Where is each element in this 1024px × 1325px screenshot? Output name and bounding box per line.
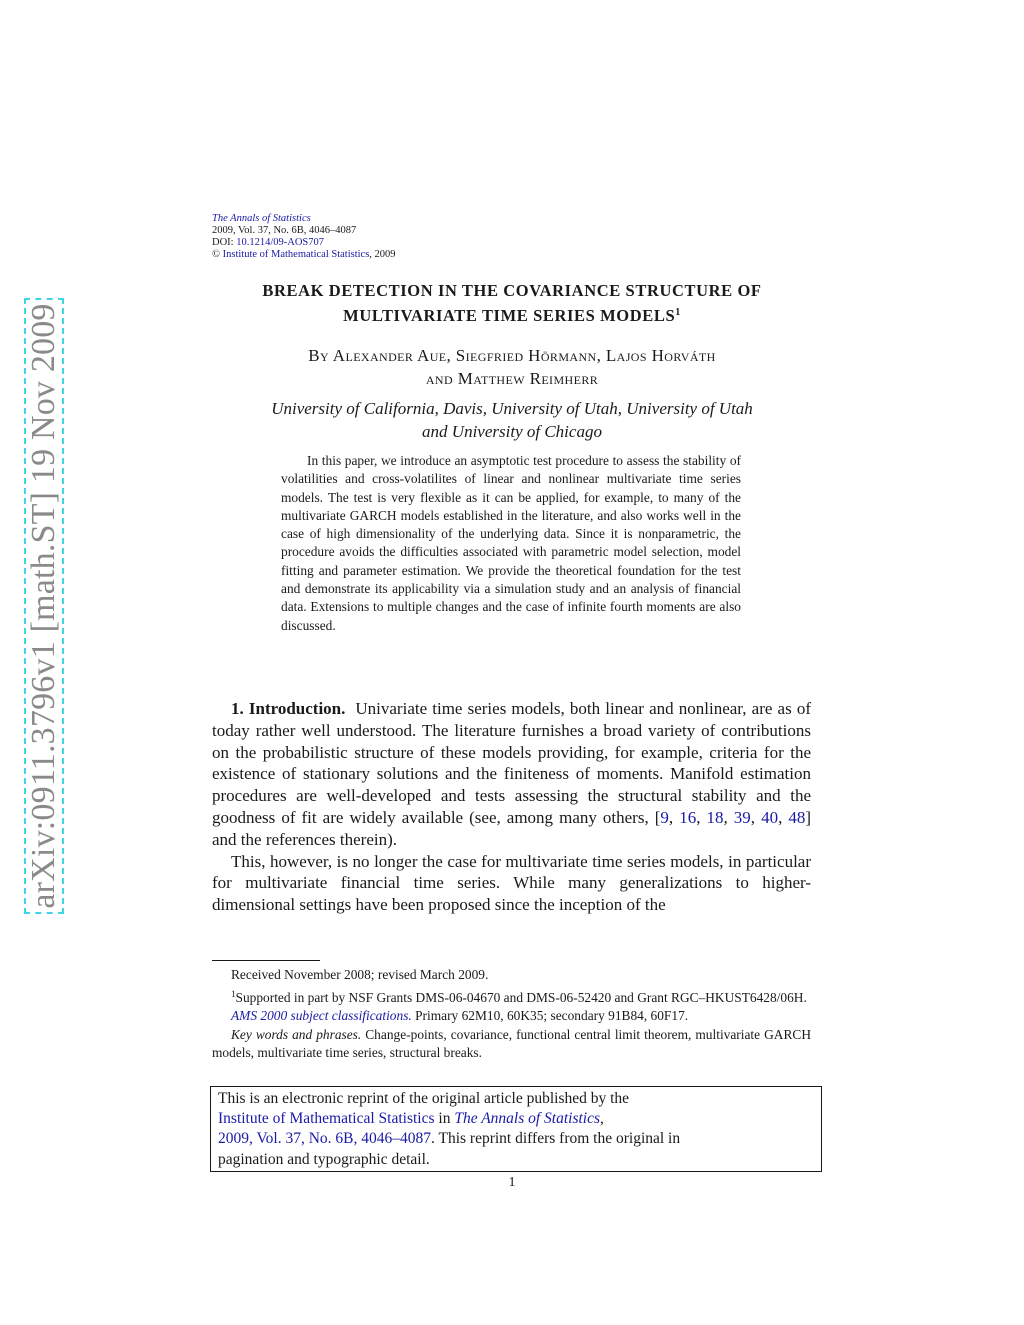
- citation-link[interactable]: 39: [733, 807, 751, 827]
- page-number: 1: [508, 1175, 516, 1190]
- support-text: Supported in part by NSF Grants DMS-06-04670 and DMS-06-52420 and Grant RGC–HKUST6428/06H.: [235, 989, 807, 1005]
- intro-paragraph-2: This, however, is no longer the case for multivariate time series models, in particular for multivariate financial time series. While many generalizations to higher-dimensional settings have been proposed since the inception of the: [212, 851, 811, 915]
- keywords-label: Key words and phrases.: [231, 1026, 362, 1042]
- keywords: [212, 1026, 811, 1063]
- ams-classification: [212, 1007, 811, 1026]
- doi-link[interactable]: 10.1214/09-AOS707: [236, 237, 325, 248]
- title-line-2-wrap: [212, 302, 812, 327]
- title-line-1: BREAK DETECTION IN THE COVARIANCE STRUCTURE OF: [262, 281, 762, 300]
- ams-classification-link[interactable]: AMS 2000 subject classifications.: [231, 1008, 412, 1023]
- paper-title: [212, 280, 812, 327]
- received-note: Received November 2008; revised March 2009.: [231, 967, 489, 982]
- reprint-line-3: [218, 1129, 814, 1149]
- abstract: In this paper, we introduce an asymptotic test procedure to assess the stability of volatilities and cross-volatilites of linear and nonlinear multivariate time series models. The test is very flexible as it can be applied, for example, to many of the multivariate GARCH models established in the literature, and also works well in the case of high dimensionality of the underlying data. Since it is nonparametric, the procedure avoids the difficulties associated with parametric model selection, model fitting and parameter estimation. We provide the theoretical foundation for the test and demonstrate its applicability via a simulation study and an analysis of financial data. Extensions to multiple changes and the case of infinite fourth moments are also discussed.: [281, 453, 741, 633]
- journal-name-link[interactable]: The Annals of Statistics: [212, 213, 311, 224]
- copyright-icon: ©: [212, 249, 220, 260]
- copyright-line: [212, 249, 396, 261]
- reprint-in-word: in: [434, 1110, 455, 1128]
- reprint-comma: ,: [600, 1110, 604, 1128]
- journal-header: [212, 213, 396, 261]
- support-note: [212, 985, 811, 1008]
- ams-classification-text: Primary 62M10, 60K35; secondary 91B84, 60F17.: [411, 1008, 689, 1023]
- doi-prefix: DOI:: [212, 237, 237, 248]
- intro-paragraph-1: 1. Introduction. Univariate time series models, both linear and nonlinear, are as of today rather well understood. The literature furnishes a broad variety of contributions on the probabilistic structure of these models providing, for example, criteria for the existence of stationary solutions and the finiteness of moments. Manifold estimation procedures are well-developed and tests assessing the structural stability and the goodness of fit are widely available (see, among many others, [9, 16, 18, 39, 40, 48] and the references therein).: [212, 699, 812, 849]
- affiliations: [212, 397, 812, 443]
- support-footnote-mark: 1: [231, 988, 236, 999]
- citation-link[interactable]: 48: [788, 807, 806, 827]
- authors-line-1: By Alexander Aue, Siegfried Hörmann, Lajos Horváth: [308, 346, 716, 365]
- copyright-year: , 2009: [369, 249, 396, 260]
- authors-line-2: and Matthew Reimherr: [425, 369, 599, 388]
- section-heading: 1. Introduction.: [231, 699, 346, 718]
- reprint-line-2: [218, 1109, 814, 1129]
- affiliations-line-2: and University of Chicago: [422, 422, 602, 441]
- intro-paragraph-1-text: Univariate time series models, both linear and nonlinear, are as of today rather well understood. The literature furnishes a broad variety of contributions on the probabilistic structure of these models providing, for example, criteria for the existence of stationary solutions and the finiteness of moments. Manifold estimation procedures are well-developed and tests assessing the structural stability and the goodness of fit are widely available (see, among many others, [: [212, 699, 811, 827]
- footnotes: [212, 966, 811, 1063]
- intro-paragraph-1-tail: ] and the references therein).: [212, 807, 812, 849]
- citation-link[interactable]: 40: [761, 807, 779, 827]
- arxiv-identifier: arXiv:0911.3796v1 [math.ST] 19 Nov 2009: [25, 303, 62, 909]
- authors: [212, 344, 812, 390]
- reprint-line-1: This is an electronic reprint of the original article published by the: [218, 1090, 630, 1107]
- copyright-holder-link[interactable]: Institute of Mathematical Statistics: [222, 249, 370, 260]
- journal-volume: 2009, Vol. 37, No. 6B, 4046–4087: [212, 225, 357, 236]
- arxiv-stamp: [24, 298, 64, 914]
- footnote-divider: [212, 960, 320, 961]
- reprint-notice-box: [210, 1086, 822, 1172]
- reprint-journal-link[interactable]: The Annals of Statistics: [454, 1110, 601, 1128]
- doi-line: [212, 237, 396, 249]
- reprint-line-3-tail: . This reprint differs from the original in: [431, 1130, 681, 1148]
- reprint-citation-link[interactable]: 2009, Vol. 37, No. 6B, 4046–4087: [218, 1130, 432, 1148]
- reprint-line-4: pagination and typographic detail.: [218, 1150, 430, 1168]
- affiliations-line-1: University of California, Davis, University of Utah, University of Utah: [271, 399, 753, 418]
- citation-link[interactable]: 18: [706, 807, 724, 827]
- citation-link[interactable]: 9: [660, 807, 669, 827]
- keywords-text: Change-points, covariance, functional central limit theorem, multivariate GARCH models, multivariate time series, structural breaks.: [212, 1026, 811, 1060]
- title-footnote-mark: 1: [675, 307, 681, 318]
- citation-link[interactable]: 16: [679, 807, 697, 827]
- publisher-link[interactable]: Institute of Mathematical Statistics: [218, 1110, 435, 1128]
- body-text: [212, 698, 811, 916]
- title-line-2: MULTIVARIATE TIME SERIES MODELS: [343, 306, 676, 325]
